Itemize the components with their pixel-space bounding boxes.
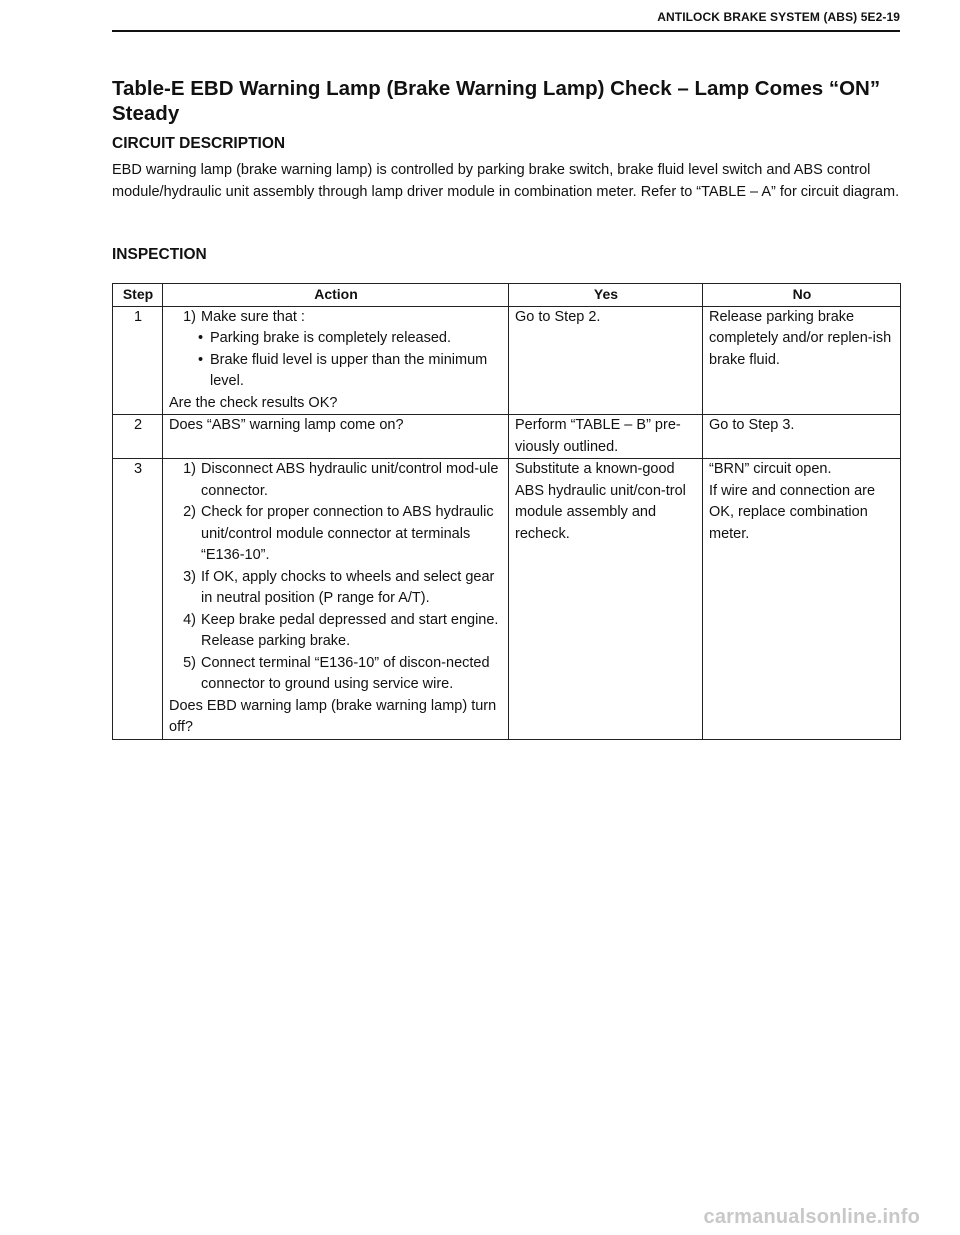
page-title: Table-E EBD Warning Lamp (Brake Warning Lamp) Check – Lamp Comes “ON” Steady [112, 77, 881, 125]
action-item [169, 610, 503, 632]
column-header-step: Step [113, 284, 163, 307]
action-question: Are the check results OK? [169, 394, 338, 411]
no-line: If wire and connection are OK, replace combination meter. [709, 482, 876, 542]
header-rule [112, 30, 900, 32]
item-number: 4) [183, 611, 196, 628]
table-row [113, 459, 901, 740]
action-question: Does EBD warning lamp (brake warning lamp) turn off? [169, 697, 497, 735]
item-text: If OK, apply chocks to wheels and select gear in neutral position (P range for A/T). [201, 568, 495, 606]
action-item [169, 502, 503, 567]
yes-cell: Substitute a known-good ABS hydraulic unit/con-trol module assembly and recheck. [509, 459, 703, 740]
action-question: Does “ABS” warning lamp come on? [169, 417, 404, 433]
circuit-description-heading: CIRCUIT DESCRIPTION [112, 135, 286, 152]
item-text: Keep brake pedal depressed and start engine. [201, 611, 499, 628]
yes-cell: Go to Step 2. [509, 306, 703, 415]
bullet-text: Parking brake is completely released. [210, 330, 451, 346]
item-text: Disconnect ABS hydraulic unit/control mod-ule connector. [201, 461, 499, 499]
action-cell [163, 306, 509, 415]
item-text: Check for proper connection to ABS hydraulic unit/control module connector at terminals “E136-10”. [201, 504, 494, 563]
action-cell [163, 415, 509, 459]
item-text: Make sure that : [201, 308, 305, 325]
no-cell: Go to Step 3. [703, 415, 901, 459]
column-header-action: Action [163, 284, 509, 307]
no-line: “BRN” circuit open. [709, 461, 832, 477]
page-header: ANTILOCK BRAKE SYSTEM (ABS) 5E2-19 [657, 10, 900, 24]
item-continuation: Release parking brake. [201, 633, 351, 649]
table-row [113, 306, 901, 415]
item-number: 5) [183, 654, 196, 671]
action-item [169, 307, 503, 329]
circuit-description-text: EBD warning lamp (brake warning lamp) is controlled by parking brake switch, brake fluid level switch and ABS control module/hydraulic unit assembly through lamp driver module in combination meter. Refer to “TABLE – A” for circuit diagram. [112, 162, 900, 200]
item-text: Connect terminal “E136-10” of discon-nected connector to ground using service wire. [201, 654, 490, 692]
step-cell: 3 [113, 459, 163, 740]
item-number: 2) [183, 504, 196, 520]
action-bullet [169, 328, 503, 350]
table-row [113, 415, 901, 459]
no-cell: Release parking brake completely and/or replen-ish brake fluid. [703, 306, 901, 415]
item-number: 3) [183, 568, 196, 585]
column-header-no: No [703, 284, 901, 307]
step-cell: 1 [113, 306, 163, 415]
bullet-icon: • [198, 351, 204, 368]
no-cell [703, 459, 901, 740]
item-number: 1) [183, 461, 196, 477]
column-header-yes: Yes [509, 284, 703, 307]
inspection-table [112, 283, 901, 740]
yes-cell: Perform “TABLE – B” pre-viously outlined. [509, 415, 703, 459]
action-cell [163, 459, 509, 740]
action-item [169, 653, 503, 696]
step-cell: 2 [113, 415, 163, 459]
action-item [169, 567, 503, 610]
inspection-heading: INSPECTION [112, 246, 207, 263]
bullet-text: Brake fluid level is upper than the minimum level. [210, 351, 488, 389]
table-header-row [113, 284, 901, 307]
item-number: 1) [183, 308, 196, 325]
action-bullet [169, 350, 503, 393]
action-item [169, 459, 503, 502]
watermark-link[interactable]: carmanualsonline.info [703, 1206, 920, 1228]
bullet-icon: • [198, 330, 204, 346]
